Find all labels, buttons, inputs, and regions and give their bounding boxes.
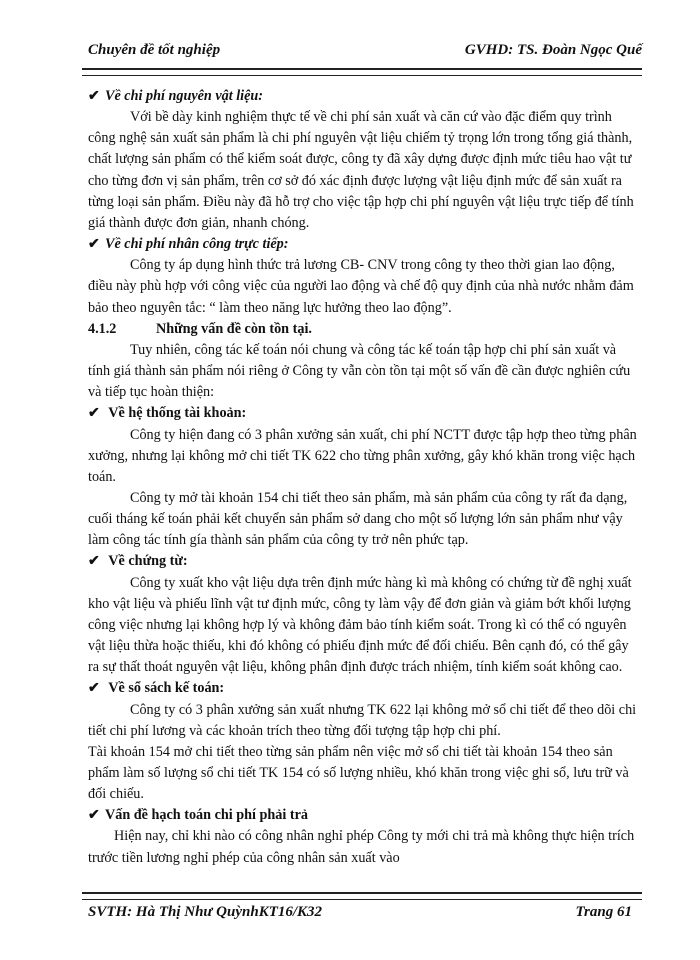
heading-text: Về sổ sách kế toán: bbox=[108, 680, 225, 697]
footer-rule bbox=[82, 892, 642, 900]
footer-author: SVTH: Hà Thị Như QuỳnhKT16/K32 bbox=[88, 904, 323, 920]
checkmark-icon: ✔ bbox=[88, 405, 100, 422]
heading-text: Về chi phí nguyên vật liệu: bbox=[105, 88, 264, 104]
checkmark-icon: ✔ bbox=[88, 88, 100, 104]
checkmark-icon: ✔ bbox=[88, 807, 100, 824]
page-header bbox=[82, 40, 642, 64]
checkmark-icon: ✔ bbox=[88, 553, 100, 570]
heading-material-cost bbox=[88, 86, 640, 107]
checkmark-icon: ✔ bbox=[88, 680, 100, 697]
heading-payables bbox=[88, 805, 640, 826]
checkmark-icon: ✔ bbox=[88, 236, 100, 253]
header-title: Chuyên đề tốt nghiệp bbox=[88, 42, 221, 58]
paragraph: Công ty hiện đang có 3 phân xưởng sản xuất, chi phí NCTT được tập hợp theo từng phân xưởng, nhưng lại không mở chi tiết TK 622 cho từng phân xưởng, gây khó khăn trong việc hạch toán. bbox=[88, 426, 637, 485]
heading-accounts-system bbox=[88, 403, 640, 424]
section-title: Những vấn đề còn tồn tại. bbox=[156, 320, 312, 337]
heading-text: Về hệ thống tài khoản: bbox=[108, 405, 247, 422]
paragraph: Công ty mở tài khoản 154 chi tiết theo sản phẩm, mà sản phẩm của công ty rất đa dạng, cuối tháng kế toán phải kết chuyển sản phẩm sở dang cho một số lượng lớn sản phẩm như vậy làm công tác tính gía thành sản phẩm của công ty trở nên phức tạp. bbox=[88, 489, 628, 549]
section-number: 4.1.2 bbox=[88, 320, 117, 337]
header-advisor: GVHD: TS. Đoàn Ngọc Quế bbox=[464, 42, 642, 58]
paragraph: Tuy nhiên, công tác kế toán nói chung và công tác kế toán tập hợp chi phí sản xuất và tính giá thành sản phẩm nói riêng ở Công ty vẫn còn tồn tại một số vấn đề cần được nghiên cứu và tiếp tục hoàn thiện: bbox=[88, 341, 631, 401]
page-body bbox=[88, 86, 640, 869]
page-footer bbox=[82, 902, 642, 924]
heading-labor-cost bbox=[88, 234, 640, 255]
paragraph: Hiện nay, chỉ khi nào có công nhân nghỉ phép Công ty mới chi trả mà không thực hiện trích trước tiền lương nghỉ phép của công nhân sản xuất vào bbox=[88, 828, 635, 866]
paragraph: Công ty áp dụng hình thức trả lương CB- CNV trong công ty theo thời gian lao động, điều này phù hợp với công việc của người lao động và chế độ quy định của nhà nước nhằm đảm bảo theo nguyên tắc: “ làm theo năng lực hưởng theo lao động”. bbox=[88, 257, 634, 316]
section-heading bbox=[88, 319, 640, 340]
heading-text: Vấn đề hạch toán chi phí phải trả bbox=[105, 807, 309, 824]
heading-text: Về chi phí nhân công trực tiếp: bbox=[105, 236, 289, 253]
heading-ledgers bbox=[88, 678, 640, 699]
paragraph: Công ty xuất kho vật liệu dựa trên định mức hàng kì mà không có chứng từ đề nghị xuất kho vật liệu và phiếu lĩnh vật tư định mức, công ty làm vậy để đơn giản và giảm bớt khối lượng công việc nhưng lại không hợp lý và không đảm bảo tính kiểm soát. Trong kì có thể có nguyên vật liệu thừa hoặc thiếu, khi đó không có phiếu định mức để đối chiếu. Bên cạnh đó, có thể gây ra sự thất thoát nguyên vật liệu, không phân định được trách nhiệm, tính kiểm soát không cao. bbox=[88, 574, 632, 676]
paragraph: Tài khoản 154 mở chi tiết theo từng sản phẩm nên việc mở sổ chi tiết tài khoản 154 theo sản phẩm làm số lượng sổ chi tiết TK 154 có số lượng nhiều, khó khăn trong việc ghi sổ, lưu trữ và đối chiếu. bbox=[88, 743, 629, 803]
page-number: Trang 61 bbox=[575, 904, 632, 920]
heading-vouchers bbox=[88, 551, 640, 572]
heading-text: Về chứng từ: bbox=[108, 553, 188, 570]
paragraph: Với bề dày kinh nghiệm thực tế về chi phí sản xuất và căn cứ vào đặc điểm quy trình công nghệ sản xuất sản phẩm là chi phí nguyên vật liệu chiếm tỷ trọng lớn trong tổng giá thành, chất lượng sản phẩm có thể kiểm soát được, công ty đã xây dựng được định mức tiêu hao vật tư cho từng đơn vị sản phẩm, trên cơ sở đó xác định được lượng vật liệu định mức để sản xuất ra từng loại sản phẩm. Điều này đã hỗ trợ cho việc tập hợp chi phí nguyên vật liệu trực tiếp để tính giá thành được đơn giản, nhanh chóng. bbox=[88, 109, 634, 231]
header-rule bbox=[82, 68, 642, 76]
paragraph: Công ty có 3 phân xưởng sản xuất nhưng TK 622 lại không mở sổ chi tiết để theo dõi chi tiết chi phí lương và các khoản trích theo từng đối tượng tập hợp chi phí. bbox=[88, 701, 637, 739]
